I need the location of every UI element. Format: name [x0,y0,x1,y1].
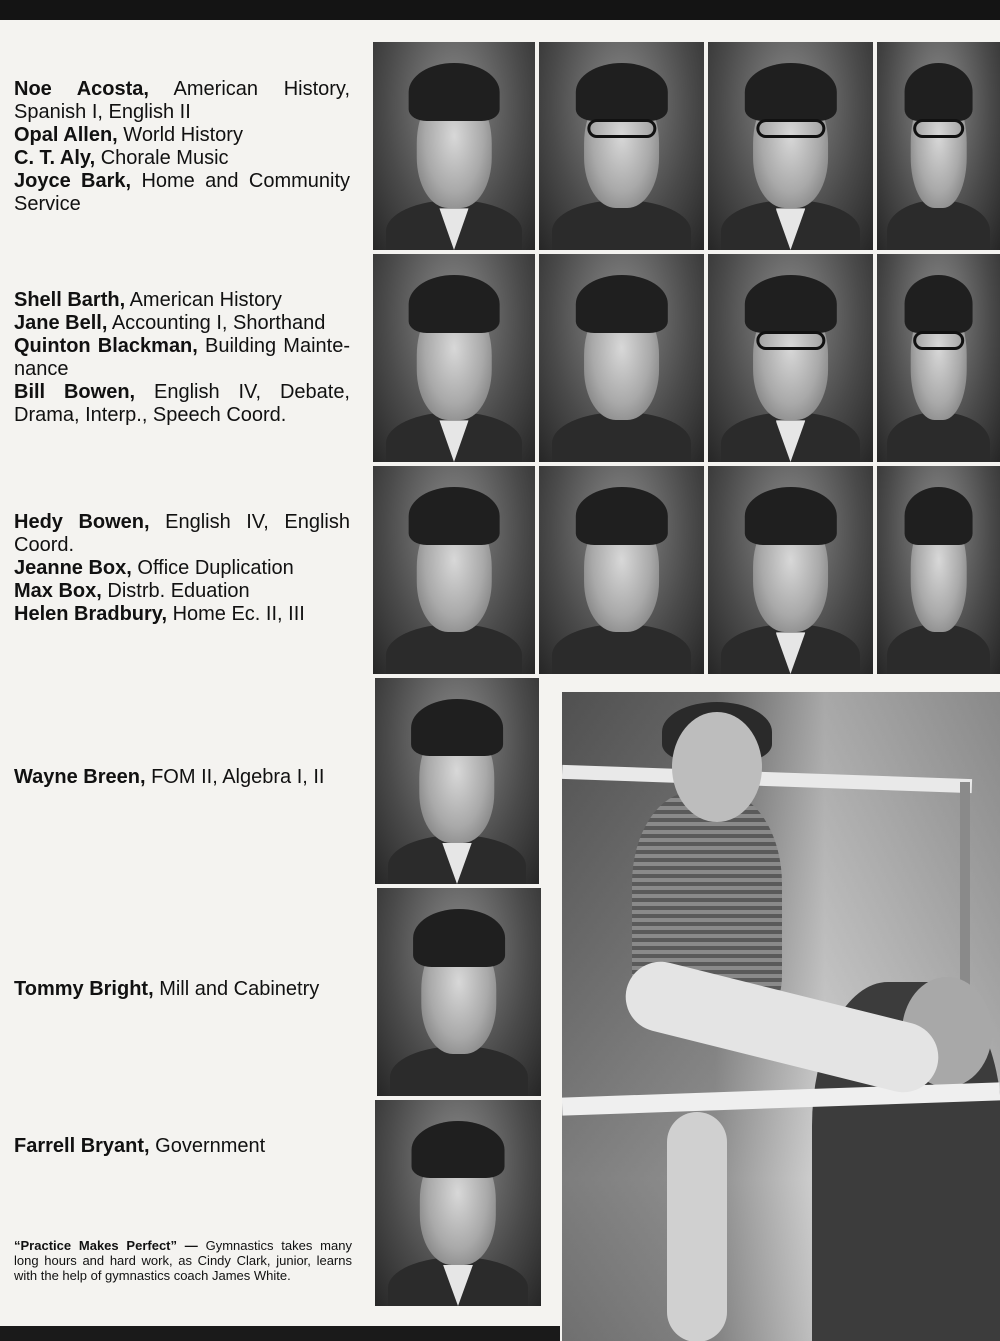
faculty-subjects: Government [155,1135,266,1157]
faculty-name: Wayne Breen, [14,766,146,788]
faculty-name: Helen Bradbury, [14,603,167,625]
faculty-subjects: Chorale Music [100,147,229,169]
faculty-name: Opal Allen, [14,124,118,146]
faculty-name: Tommy Bright, [14,978,154,1000]
faculty-name: Hedy Bowen, [14,511,150,533]
faculty-name: Joyce Bark, [14,170,132,192]
faculty-subjects: Building Mainte-nance [14,335,350,380]
portrait-photo [377,888,541,1096]
faculty-name: Shell Barth, [14,289,126,311]
portrait-photo [708,254,873,462]
faculty-group-2 [14,289,350,427]
faculty-subjects: English IV, Debate, Drama, Interp., Speech Coord. [14,381,350,426]
faculty-subjects: Office Duplication [137,557,294,579]
portrait-photo [539,466,704,674]
faculty-group-6 [14,1135,350,1158]
faculty-subjects: American History, Spanish I, English II [14,78,350,123]
faculty-name: Noe Acosta, [14,78,149,100]
faculty-name: Max Box, [14,580,102,602]
faculty-subjects: Home Ec. II, III [172,603,305,625]
portrait-photo [708,466,873,674]
portrait-photo [877,254,1000,462]
faculty-name: Jane Bell, [14,312,108,334]
caption-title: “Practice Makes Perfect” — [14,1238,198,1253]
top-border [0,0,1000,20]
faculty-subjects: Mill and Cabinetry [159,978,320,1000]
faculty-name: Quinton Blackman, [14,335,198,357]
portrait-photo [375,678,539,884]
faculty-name: Farrell Bryant, [14,1135,150,1157]
gymnastics-photo [562,692,1000,1341]
faculty-subjects: FOM II, Algebra I, II [151,766,325,788]
portrait-photo [373,466,535,674]
photo-caption [14,1238,352,1283]
portrait-photo [539,42,704,250]
faculty-group-5 [14,978,350,1001]
faculty-subjects: English IV, English Coord. [14,511,350,556]
portrait-photo [375,1100,541,1306]
portrait-photo [708,42,873,250]
portrait-photo [373,254,535,462]
faculty-subjects: American History [129,289,282,311]
faculty-subjects: Accounting I, Shorthand [111,312,326,334]
faculty-subjects: Distrb. Eduation [107,580,250,602]
faculty-name: Jeanne Box, [14,557,132,579]
faculty-group-3 [14,511,350,626]
portrait-photo [539,254,704,462]
bottom-border [0,1326,560,1341]
faculty-subjects: Home and Community Service [14,170,351,215]
faculty-name: Bill Bowen, [14,381,136,403]
faculty-subjects: World History [123,124,243,146]
portrait-photo [877,466,1000,674]
faculty-group-4 [14,766,350,789]
faculty-group-1 [14,78,350,216]
faculty-name: C. T. Aly, [14,147,96,169]
caption-text: Gymnastics takes many long hours and hard work, as Cindy Clark, junior, learns with the help of gymnastics coach James White. [14,1238,352,1283]
portrait-photo [877,42,1000,250]
portrait-photo [373,42,535,250]
